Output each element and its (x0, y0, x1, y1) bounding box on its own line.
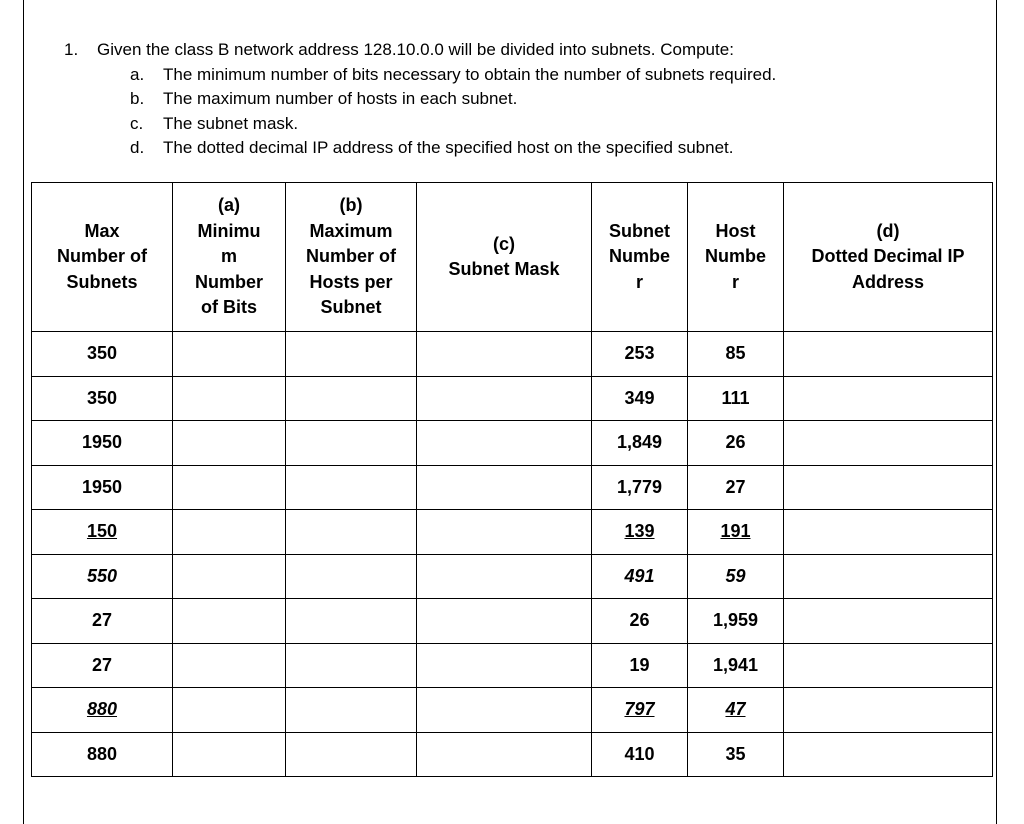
header-line: (a) (218, 195, 240, 216)
header-line: Subnets (66, 271, 138, 292)
cell-subnet-number: 797 (592, 688, 688, 733)
header-line: r (731, 271, 739, 292)
sub-item-letter: b. (130, 89, 145, 108)
header-line: Number (194, 271, 263, 292)
cell-max-hosts (286, 554, 417, 599)
cell-max-subnets: 27 (32, 643, 173, 688)
cell-host-number: 59 (688, 554, 784, 599)
cell-subnet-mask (417, 554, 592, 599)
cell-min-bits (173, 554, 286, 599)
cell-min-bits (173, 332, 286, 377)
cell-max-subnets: 27 (32, 599, 173, 644)
header-line: Subnet (609, 220, 670, 241)
cell-max-subnets: 880 (32, 688, 173, 733)
table-row (32, 688, 993, 733)
header-line: Address (851, 271, 925, 292)
question-number: 1. (64, 40, 79, 59)
question-block (64, 38, 964, 161)
cell-subnet-mask (417, 510, 592, 555)
cell-dotted-ip (784, 465, 993, 510)
cell-subnet-number: 1,779 (592, 465, 688, 510)
sub-item-letter: a. (130, 64, 145, 84)
cell-subnet-number: 253 (592, 332, 688, 377)
cell-min-bits (173, 688, 286, 733)
table-row (32, 599, 993, 644)
cell-max-hosts (286, 465, 417, 510)
sub-item-d (130, 136, 964, 161)
header-line: Dotted Decimal IP (811, 246, 965, 267)
table-row (32, 643, 993, 688)
cell-dotted-ip (784, 421, 993, 466)
header-line: Maximum (309, 220, 393, 241)
cell-subnet-number: 1,849 (592, 421, 688, 466)
cell-subnet-mask (417, 643, 592, 688)
header-max-subnets (32, 183, 173, 332)
cell-min-bits (173, 510, 286, 555)
sub-item-letter: c. (130, 113, 144, 133)
cell-subnet-mask (417, 421, 592, 466)
header-line: r (635, 271, 643, 292)
cell-max-hosts (286, 376, 417, 421)
cell-subnet-number: 491 (592, 554, 688, 599)
header-line: (d) (876, 220, 900, 241)
header-line: Numbe (704, 246, 766, 267)
cell-subnet-number: 410 (592, 732, 688, 777)
sub-item-text: The subnet mask. (163, 113, 299, 133)
header-line: m (220, 246, 237, 267)
header-subnet-number (592, 183, 688, 332)
cell-min-bits (173, 376, 286, 421)
header-line: (b) (339, 195, 363, 216)
header-line: Hosts per (309, 271, 393, 292)
cell-max-subnets: 550 (32, 554, 173, 599)
cell-host-number: 27 (688, 465, 784, 510)
table-row (32, 376, 993, 421)
cell-subnet-mask (417, 465, 592, 510)
cell-dotted-ip (784, 688, 993, 733)
header-line: of Bits (201, 297, 257, 318)
sub-item-text: The maximum number of hosts in each subnet. (163, 89, 518, 108)
cell-subnet-number: 26 (592, 599, 688, 644)
question-prompt-line (64, 38, 964, 63)
sub-item-text: The minimum number of bits necessary to obtain the number of subnets required. (163, 64, 777, 84)
cell-min-bits (173, 599, 286, 644)
subnet-table (31, 182, 993, 777)
header-line: Host (715, 220, 756, 241)
header-line: Number of (306, 246, 396, 267)
cell-host-number: 85 (688, 332, 784, 377)
cell-min-bits (173, 732, 286, 777)
sub-item-b (130, 87, 964, 112)
cell-max-subnets: 350 (32, 332, 173, 377)
cell-max-hosts (286, 510, 417, 555)
header-line: Subnet Mask (448, 259, 560, 279)
header-host-number (688, 183, 784, 332)
table-row (32, 465, 993, 510)
cell-subnet-mask (417, 332, 592, 377)
cell-subnet-mask (417, 376, 592, 421)
cell-min-bits (173, 643, 286, 688)
cell-min-bits (173, 465, 286, 510)
cell-max-hosts (286, 599, 417, 644)
header-subnet-mask (417, 183, 592, 332)
sub-item-c (130, 112, 964, 137)
cell-max-hosts (286, 643, 417, 688)
cell-host-number: 47 (688, 688, 784, 733)
cell-subnet-mask (417, 599, 592, 644)
sub-item-text: The dotted decimal IP address of the specified host on the specified subnet. (163, 138, 734, 157)
table-row (32, 510, 993, 555)
header-line: Number of (57, 246, 147, 267)
header-max-hosts (286, 183, 417, 332)
cell-subnet-mask (417, 688, 592, 733)
cell-dotted-ip (784, 554, 993, 599)
cell-dotted-ip (784, 732, 993, 777)
cell-host-number: 1,941 (688, 643, 784, 688)
cell-host-number: 111 (688, 376, 784, 421)
header-line: Minimu (197, 220, 261, 241)
cell-subnet-number: 19 (592, 643, 688, 688)
cell-host-number: 26 (688, 421, 784, 466)
header-min-bits (173, 183, 286, 332)
cell-max-hosts (286, 332, 417, 377)
table-row (32, 332, 993, 377)
sub-item-a (130, 63, 964, 88)
cell-dotted-ip (784, 599, 993, 644)
cell-max-subnets: 1950 (32, 421, 173, 466)
cell-subnet-mask (417, 732, 592, 777)
table-body (32, 332, 993, 777)
cell-max-subnets: 1950 (32, 465, 173, 510)
table-row (32, 421, 993, 466)
table-header-row (32, 183, 993, 332)
header-line: Subnet (320, 297, 382, 318)
cell-dotted-ip (784, 643, 993, 688)
cell-dotted-ip (784, 332, 993, 377)
header-dotted-ip (784, 183, 993, 332)
cell-max-subnets: 150 (32, 510, 173, 555)
header-line: (c) (493, 233, 515, 254)
header-line: Max (84, 220, 120, 241)
cell-host-number: 191 (688, 510, 784, 555)
table-row (32, 554, 993, 599)
question-sub-items (130, 63, 964, 161)
header-line: Numbe (608, 246, 670, 267)
table-row (32, 732, 993, 777)
cell-max-hosts (286, 732, 417, 777)
cell-host-number: 1,959 (688, 599, 784, 644)
cell-subnet-number: 349 (592, 376, 688, 421)
cell-host-number: 35 (688, 732, 784, 777)
cell-dotted-ip (784, 510, 993, 555)
sub-item-letter: d. (130, 138, 145, 157)
cell-subnet-number: 139 (592, 510, 688, 555)
cell-max-hosts (286, 688, 417, 733)
cell-min-bits (173, 421, 286, 466)
cell-max-subnets: 880 (32, 732, 173, 777)
cell-max-hosts (286, 421, 417, 466)
cell-max-subnets: 350 (32, 376, 173, 421)
question-prompt: Given the class B network address 128.10.0.0 will be divided into subnets. Compute: (97, 40, 734, 59)
cell-dotted-ip (784, 376, 993, 421)
